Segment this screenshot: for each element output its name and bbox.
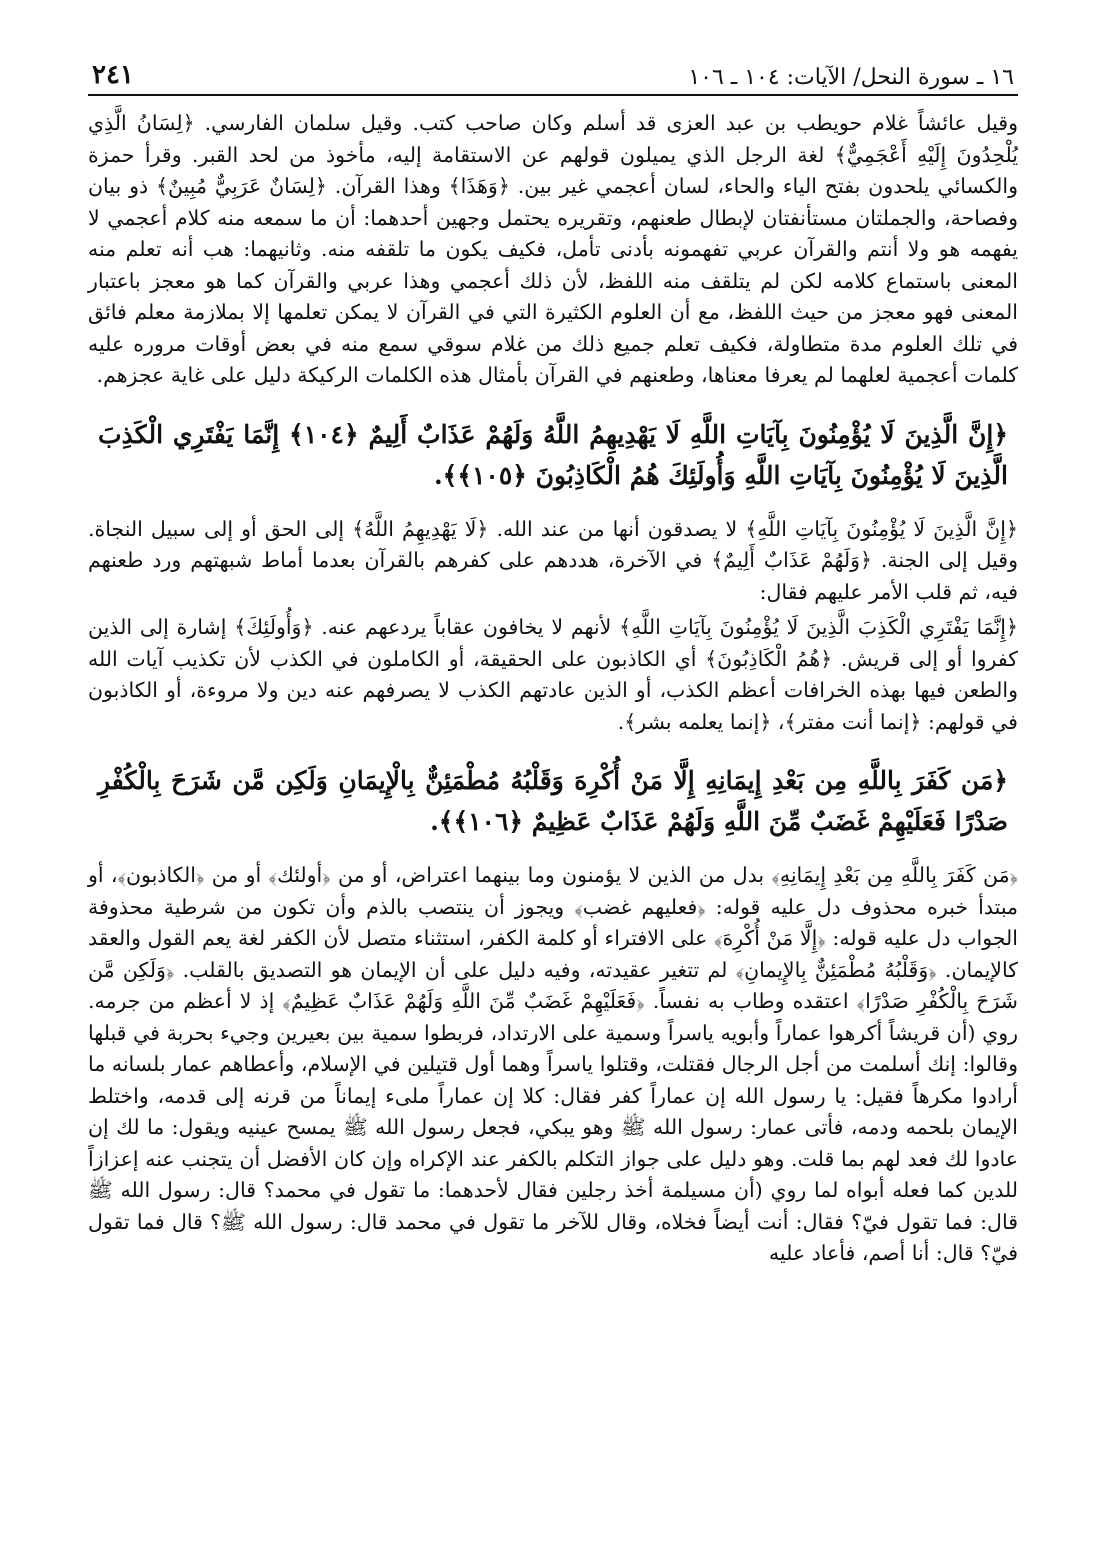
running-title: ١٦ ـ سورة النحل/ الآيات: ١٠٤ ـ ١٠٦ <box>688 65 1014 90</box>
page-number: ٢٤١ <box>92 60 134 90</box>
commentary-paragraph: ﴿إِنَّمَا يَفْتَرِي الْكَذِبَ الَّذِينَ لَا يُؤْمِنُونَ بِآيَاتِ اللَّهِ﴾ لأنهم لا يخافون عقاباً يردعهم عنه. ﴿وَأُولَئِكَ﴾ إشارة إلى الذين كفروا أو إلى قريش. ﴿هُمُ الْكَاذِبُونَ﴾ أي الكاذبون على الحقيقة، أو الكاملون في الكذب لأن تكذيب آيات الله والطعن فيها بهذه الخرافات أعظم الكذب، أو الذين عادتهم الكذب لا يصرفهم عنه دين ولا مروءة، أو الكاذبون في قولهم: ﴿إنما أنت مفتر﴾، ﴿إنما يعلمه بشر﴾. <box>88 615 1019 734</box>
page-header <box>88 52 1018 96</box>
quran-verses-104-105: ﴿إِنَّ الَّذِينَ لَا يُؤْمِنُونَ بِآيَاتِ اللَّهِ لَا يَهْدِيهِمُ اللَّهُ وَلَهُمْ عَذَابٌ أَلِيمٌ ﴿١٠٤﴾ إِنَّمَا يَفْتَرِي الْكَذِبَ الَّذِينَ لَا يُؤْمِنُونَ بِآيَاتِ اللَّهِ وَأُولَئِكَ هُمُ الْكَاذِبُونَ ﴿١٠٥﴾﴾. <box>98 419 1008 490</box>
commentary-paragraph: وقيل عائشاً غلام حويطب بن عبد العزى قد أسلم وكان صاحب كتب. وقيل سلمان الفارسي. ﴿لِسَانُ الَّذِي يُلْحِدُونَ إِلَيْهِ أَعْجَمِيٌّ﴾ لغة الرجل الذي يميلون قولهم عن الاستقامة إليه، مأخوذ من لحد القبر. وقرأ حمزة والكسائي يلحدون بفتح الياء والحاء، لسان أعجمي غير بين. ﴿وَهَذَا﴾ وهذا القرآن. ﴿لِسَانٌ عَرَبِيٌّ مُبِينٌ﴾ ذو بيان وفصاحة، والجملتان مستأنفتان لإبطال طعنهم، وتقريره يحتمل وجهين أحدهما: أن ما سمعه منه كلام أعجمي لا يفهمه هو ولا أنتم والقرآن عربي تفهمونه بأدنى تأمل، فكيف يكون ما تلقفه منه. وثانيهما: هب أنه تعلم منه المعنى باستماع كلامه لكن لم يتلقف منه اللفظ، لأن ذلك أعجمي وهذا عربي والقرآن كما هو معجز باعتبار المعنى فهو معجز من حيث اللفظ، مع أن العلوم الكثيرة التي في القرآن لا يمكن تعلمها إلا بملازمة معلم فائق في تلك العلوم مدة متطاولة، فكيف تعلم جميع ذلك من غلام سوقي سمع منه في بعض أوقات مروره عليه كلمات أعجمية لعلهما لم يعرفا معناها، وطعنهم في القرآن بأمثال هذه الكلمات الركيكة دليل على غاية عجزهم. <box>88 111 1018 387</box>
quran-verse-106: ﴿مَن كَفَرَ بِاللَّهِ مِن بَعْدِ إِيمَانِهِ إِلَّا مَنْ أُكْرِهَ وَقَلْبُهُ مُطْمَئِنٌّ بِالْإِيمَانِ وَلَكِن مَّن شَرَحَ بِالْكُفْرِ صَدْرًا فَعَلَيْهِمْ غَضَبٌ مِّنَ اللَّهِ وَلَهُمْ عَذَابٌ عَظِيمٌ ﴿١٠٦﴾﴾. <box>98 766 1008 836</box>
commentary-paragraph: ﴿إِنَّ الَّذِينَ لَا يُؤْمِنُونَ بِآيَاتِ اللَّهِ﴾ لا يصدقون أنها من عند الله. ﴿لَا يَهْدِيهِمُ اللَّهُ﴾ إلى الحق أو إلى سبيل النجاة. وقيل إلى الجنة. ﴿وَلَهُمْ عَذَابٌ أَلِيمٌ﴾ في الآخرة، هددهم على كفرهم بالقرآن بعدما أماط شبهتهم ورد طعنهم فيه، ثم قلب الأمر عليهم فقال: <box>88 516 1018 604</box>
page-body <box>88 108 1018 1270</box>
book-page <box>88 52 1018 1274</box>
commentary-paragraph: ﴿مَن كَفَرَ بِاللَّهِ مِن بَعْدِ إِيمَانِهِ﴾ بدل من الذين لا يؤمنون وما بينهما اعتراض، أو من ﴿أولئك﴾ أو من ﴿الكاذبون﴾، أو مبتدأ خبره محذوف دل عليه قوله: ﴿فعليهم غضب﴾ ويجوز أن ينتصب بالذم وأن تكون من شرطية محذوفة الجواب دل عليه قوله: ﴿إِلَّا مَنْ أُكْرِهَ﴾ على الافتراء أو كلمة الكفر، استثناء متصل لأن الكفر لغة يعم القول والعقد كالإيمان. ﴿وَقَلْبُهُ مُطْمَئِنٌّ بِالإِيمانِ﴾ لم تتغير عقيدته، وفيه دليل على أن الإيمان هو التصديق بالقلب. ﴿وَلَكِن مَّن شَرَحَ بِالْكُفْرِ صَدْرًا﴾ اعتقده وطاب به نفساً. ﴿فَعَلَيْهِمْ غَضَبٌ مِّنَ اللَّهِ وَلَهُمْ عَذَابٌ عَظِيمٌ﴾ إذ لا أعظم من جرمه. روي (أن قريشاً أكرهوا عماراً وأبويه ياسراً وسمية على الارتداد، فربطوا سمية بين بعيرين وجيء بحربة في قبلها وقالوا: إنك أسلمت من أجل الرجال فقتلت، وقتلوا ياسراً وهما أول قتيلين في الإسلام، وأعطاهم عمار بلسانه ما أرادوا مكرهاً فقيل: يا رسول الله إن عماراً كفر فقال: كلا إن عماراً ملىء إيماناً من قرنه إلى قدمه، واختلط الإيمان بلحمه ودمه، فأتى عمار: رسول الله ﷺ وهو يبكي، فجعل رسول الله ﷺ يمسح عينيه ويقول: ما لك إن عادوا لك فعد لهم بما قلت. وهو دليل على جواز التكلم بالكفر عند الإكراه وإن كان الأفضل أن يتجنب عنه إعزازاً للدين كما فعله أبواه لما روي (أن مسيلمة أخذ رجلين فقال لأحدهما: ما تقول في محمد؟ قال: رسول الله ﷺ قال: فما تقول فيّ؟ فقال: أنت أيضاً فخلاه، وقال للآخر ما تقول في محمد قال: رسول الله ﷺ؟ قال فما تقول فيّ؟ قال: أنا أصم، فأعاد عليه <box>88 863 1018 1265</box>
